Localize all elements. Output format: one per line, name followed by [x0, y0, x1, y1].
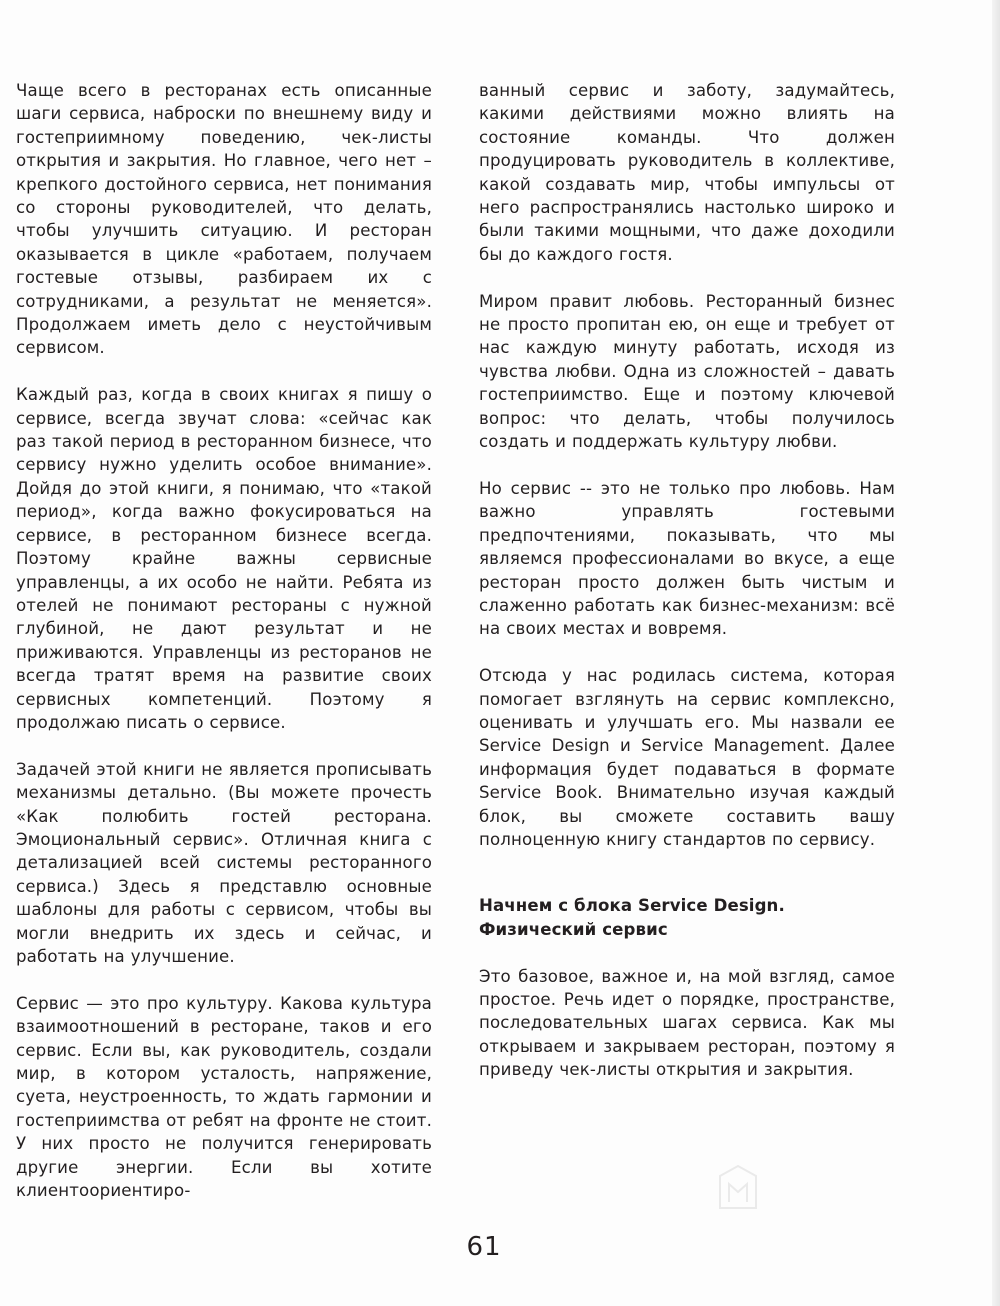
paragraph-continuation: ванный сервис и заботу, задумайтесь, какими действиями можно влиять на состояние команды. Что должен продуцировать руководитель в коллективе, какой создавать мир, чтобы импульсы от него распространялись настолько широко и были такими мощными, что даже доходили бы до каждого гостя. — [479, 81, 895, 264]
left-column — [16, 79, 432, 1226]
paragraph: Но сервис -- это не только про любовь. Нам важно управлять гостевыми предпочтениями, показывать, что мы являемся профессионалами во вкусе, а еще ресторан просто должен быть чистым и слаженно работать как бизнес-механизм: всё на своих местах и вовремя. — [479, 478, 895, 639]
publisher-watermark-icon — [716, 1162, 760, 1212]
page-number: 61 — [466, 1232, 502, 1262]
paragraph: Чаще всего в ресторанах есть описанные шаги сервиса, наброски по внешнему виду и гостеприимному поведению, чек-листы открытия и закрытия. Но главное, чего нет – крепкого достойного сервиса, нет понимания со стороны руководителей, что делать, чтобы улучшить ситуацию. И ресторан оказывается в цикле «работаем, получаем гостевые отзывы, разбираем их с сотрудниками, а результат не меняется». Продолжаем иметь дело с неустойчивым сервисом. — [16, 81, 432, 358]
page-edge-shadow — [992, 0, 1000, 1306]
paragraph: Сервис — это про культуру. Какова культура взаимоотношений в ресторане, таков и его сервис. Если вы, как руководитель, создали мир, в котором усталость, напряжение, суета, неустроенность, то ждать гармонии и гостеприимства от ребят на фронте не стоит. У них просто не получится генерировать другие энергии. Если вы хотите клиентоориентиро- — [16, 993, 432, 1201]
right-column — [479, 79, 895, 1105]
paragraph: Каждый раз, когда в своих книгах я пишу о сервисе, всегда звучат слова: «сейчас как раз такой период в ресторанном бизнесе, что сервису нужно уделить особое внимание». Дойдя до этой книги, я понимаю, что «такой период», когда важно фокусироваться на сервисе, в ресторанном бизнесе всегда. Поэтому крайне важны сервисные управленцы, а их особо не найти. Ребята из отелей не понимают рестораны с нужной глубиной, не дают результат и не приживаются. Управленцы из ресторанов не всегда тратят время на развитие своих сервисных компетенций. Поэтому я продолжаю писать о сервисе. — [16, 385, 432, 732]
section-heading: Начнем с блока Service Design. Физический сервис — [479, 896, 785, 939]
paragraph: Задачей этой книги не является прописывать механизмы детально. (Вы можете прочесть «Как полюбить гостей ресторана. Эмоциональный сервис». Отличная книга с детализацией всей системы ресторанного сервиса.) Здесь я представлю основные шаблоны для работы с сервисом, чтобы вы могли внедрить их здесь и сейчас, и работать на улучшение. — [16, 759, 432, 966]
paragraph: Миром правит любовь. Ресторанный бизнес не просто пропитан ею, он еще и требует от нас каждую минуту работать, исходя из чувства любви. Одна из сложностей – давать гостеприимство. Еще и поэтому ключевой вопрос: что делать, чтобы получилось создать и поддержать культуру любви. — [479, 291, 895, 452]
paragraph: Это базовое, важное и, на мой взгляд, самое простое. Речь идет о порядке, пространстве, последовательных шагах сервиса. Как мы открываем и закрываем ресторан, поэтому я приведу чек-листы открытия и закрытия. — [479, 966, 895, 1080]
paragraph: Отсюда у нас родилась система, которая помогает взглянуть на сервис комплексно, оценивать и улучшать его. Мы назвали ее Service Design и Service Management. Далее информация будет подаваться в формате Service Book. Внимательно изучая каждый блок, вы сможете составить вашу полноценную книгу стандартов по сервису. — [479, 666, 895, 849]
